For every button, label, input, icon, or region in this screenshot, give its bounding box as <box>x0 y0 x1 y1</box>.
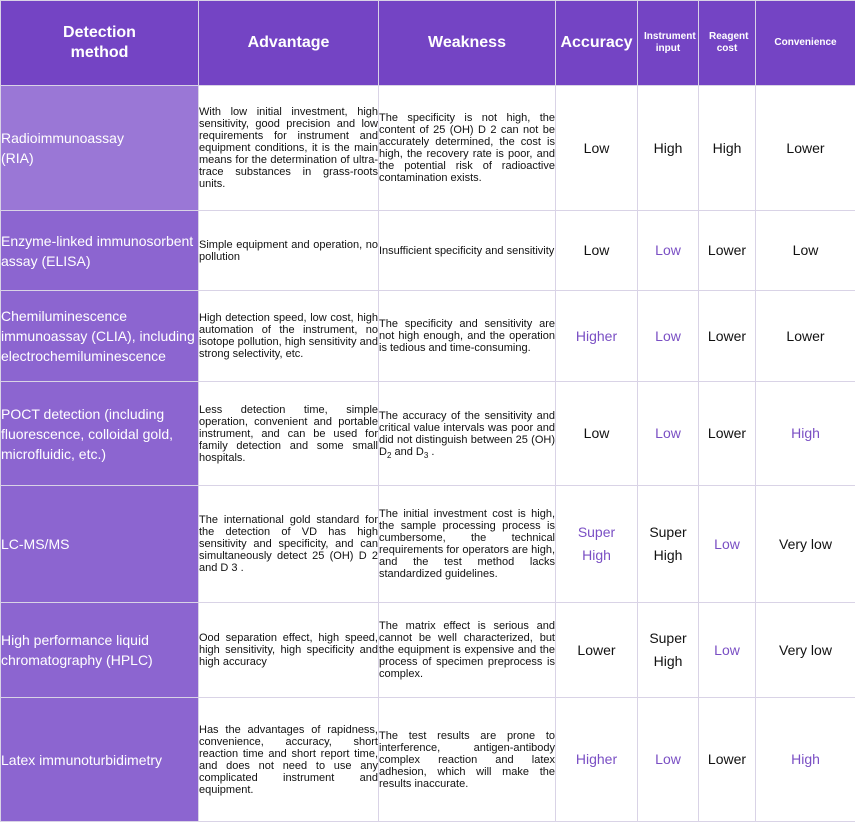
method-cell <box>1 86 199 211</box>
convenience-cell: Very low <box>756 486 855 603</box>
weakness-text: . <box>428 445 435 458</box>
table-row <box>1 382 855 486</box>
accuracy-cell: Low <box>556 211 638 291</box>
header-accuracy: Accuracy <box>556 1 638 86</box>
reagent-cost-cell: High <box>699 86 756 211</box>
weakness-text: and D <box>391 445 424 458</box>
instrument-input-cell: Low <box>638 698 699 822</box>
method-name: LC-MS/MS <box>1 536 70 552</box>
weakness-cell: The specificity is not high, the content of 25 (OH) D 2 can not be accurately determined, the cost is high, the recovery rate is poor, and the potential risk of radioactive contamination exists. <box>379 86 556 211</box>
convenience-cell: Lower <box>756 291 855 382</box>
weakness-cell: The test results are prone to interference, antigen-antibody complex reaction and latex adhesion, which will make the results inaccurate. <box>379 698 556 822</box>
instrument-input-cell: Super High <box>638 486 699 603</box>
header-advantage: Advantage <box>199 1 379 86</box>
header-detection-method: Detection method <box>1 1 199 86</box>
table-row <box>1 698 855 822</box>
convenience-cell: High <box>756 382 855 486</box>
convenience-cell: Lower <box>756 86 855 211</box>
accuracy-cell: Higher <box>556 291 638 382</box>
weakness-cell: The specificity and sensitivity are not high enough, and the operation is tedious and time-consuming. <box>379 291 556 382</box>
reagent-cost-cell: Lower <box>699 382 756 486</box>
method-name: High performance liquid chromatography (HPLC) <box>1 632 153 668</box>
instrument-input-cell: Low <box>638 382 699 486</box>
weakness-cell <box>379 382 556 486</box>
method-name: Radioimmunoassay (RIA) <box>1 130 124 166</box>
subscript-3: 3 <box>423 450 429 460</box>
reagent-cost-cell: Lower <box>699 291 756 382</box>
accuracy-cell: Low <box>556 382 638 486</box>
weakness-cell: Insufficient specificity and sensitivity <box>379 211 556 291</box>
instrument-input-cell: Low <box>638 291 699 382</box>
accuracy-cell: Super High <box>556 486 638 603</box>
advantage-cell: Less detection time, simple operation, convenient and portable instrument, and can be used for family detection and some small hospitals. <box>199 382 379 486</box>
method-name: Latex immunoturbidimetry <box>1 751 163 768</box>
convenience-cell: Low <box>756 211 855 291</box>
reagent-cost-cell: Lower <box>699 211 756 291</box>
accuracy-cell: Low <box>556 86 638 211</box>
method-cell <box>1 603 199 698</box>
table-row <box>1 486 855 603</box>
accuracy-cell: Lower <box>556 603 638 698</box>
header-instrument-input: Instrument input <box>638 1 699 86</box>
reagent-cost-cell: Low <box>699 603 756 698</box>
weakness-cell: The matrix effect is serious and cannot be well characterized, but the equipment is expensive and the process of specimen preprocess is complex. <box>379 603 556 698</box>
method-name: Chemiluminescence immunoassay (CLIA), including electrochemiluminescence <box>1 308 195 364</box>
weakness-cell: The initial investment cost is high, the sample processing process is cumbersome, the technical requirements for operators are high, and the test method lacks standardized guidelines. <box>379 486 556 603</box>
instrument-input-cell: Super High <box>638 603 699 698</box>
advantage-cell: High detection speed, low cost, high automation of the instrument, no isotope pollution, high sensitivity and strong selectivity, etc. <box>199 291 379 382</box>
header-weakness: Weakness <box>379 1 556 86</box>
method-cell <box>1 382 199 486</box>
header-reagent-cost: Reagent cost <box>699 1 756 86</box>
instrument-input-cell: High <box>638 86 699 211</box>
method-cell <box>1 698 199 822</box>
method-name: POCT detection (including fluorescence, colloidal gold, microfluidic, etc.) <box>1 405 173 462</box>
method-cell <box>1 211 199 291</box>
table-row <box>1 291 855 382</box>
reagent-cost-cell: Low <box>699 486 756 603</box>
accuracy-cell: Higher <box>556 698 638 822</box>
header-row <box>1 1 855 86</box>
advantage-cell: Simple equipment and operation, no pollution <box>199 211 379 291</box>
header-convenience: Convenience <box>756 1 855 86</box>
advantage-cell: Ood separation effect, high speed, high sensitivity, high specificity and high accuracy <box>199 603 379 698</box>
convenience-cell: High <box>756 698 855 822</box>
convenience-cell: Very low <box>756 603 855 698</box>
instrument-input-cell: Low <box>638 211 699 291</box>
table-row <box>1 603 855 698</box>
advantage-cell: Has the advantages of rapidness, convenience, accuracy, short reaction time and short report time, and does not need to use any complicated instrument and equipment. <box>199 698 379 822</box>
subscript-2: 2 <box>386 450 392 460</box>
reagent-cost-cell: Lower <box>699 698 756 822</box>
method-cell <box>1 486 199 603</box>
weakness-text: The accuracy of the sensitivity and critical value intervals was poor and did not distinguish between 25 (OH) D <box>379 409 555 458</box>
table-row <box>1 86 855 211</box>
table-row <box>1 211 855 291</box>
advantage-cell: With low initial investment, high sensitivity, good precision and low requirements for instrument and equipment conditions, it is the main means for the determination of ultra-trace substances in grass-roots units. <box>199 86 379 211</box>
advantage-cell: The international gold standard for the detection of VD has high sensitivity and specificity, and can simultaneously detect 25 (OH) D 2 and D 3 . <box>199 486 379 603</box>
method-cell <box>1 291 199 382</box>
method-name: Enzyme-linked immunosorbent assay (ELISA) <box>1 232 194 269</box>
